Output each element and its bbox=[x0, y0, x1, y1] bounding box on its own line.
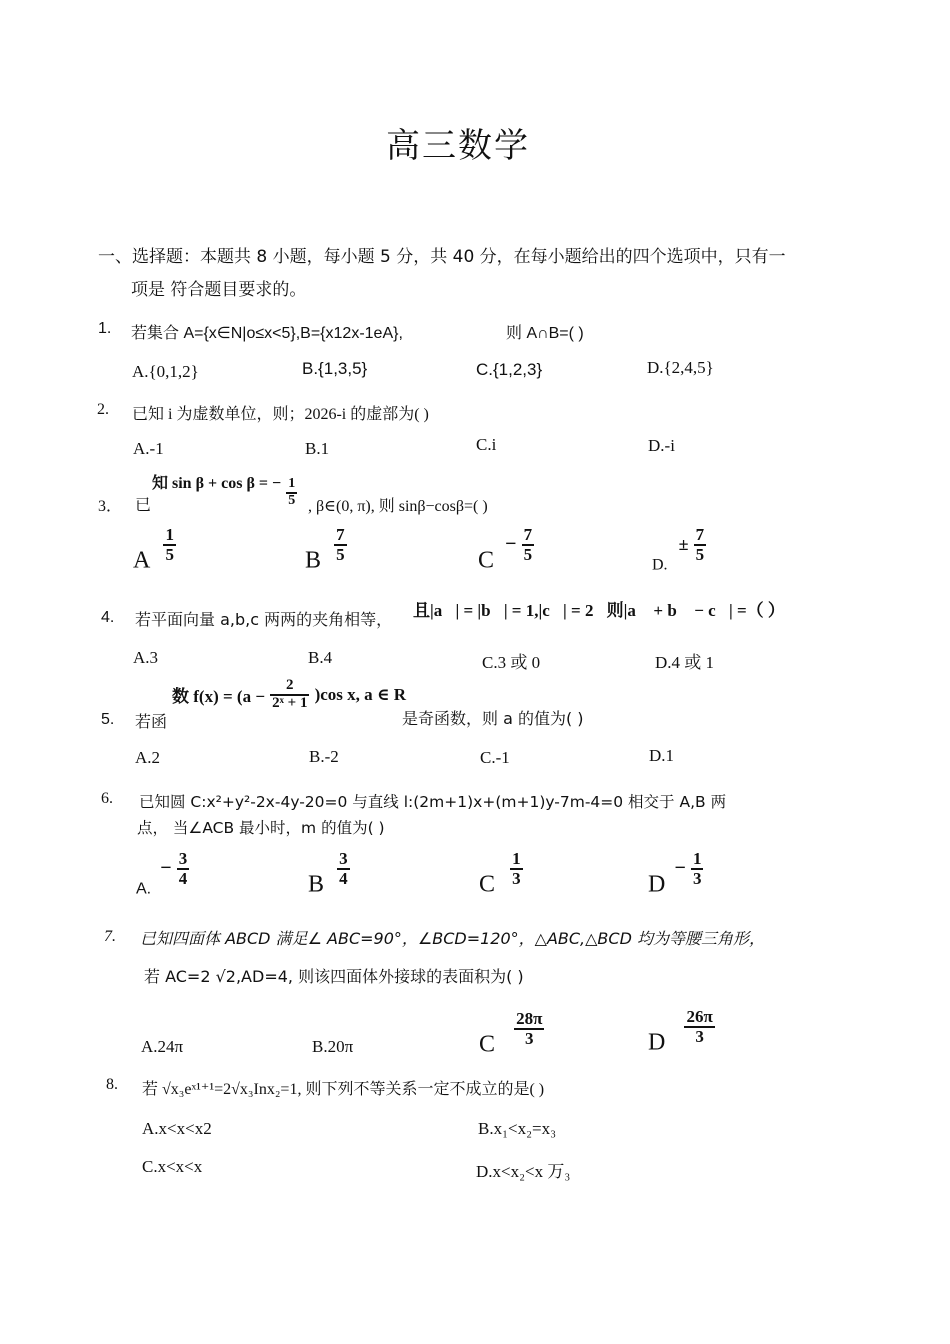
q3-option-d: D. ± $\frac{7}{5}$ bbox=[652, 525, 705, 574]
q6-option-b: B $\frac{3}{4}$ bbox=[308, 849, 348, 898]
q7-option-b: B.20π bbox=[312, 1037, 354, 1056]
q3-option-a: A $\frac{1}{5}$ bbox=[133, 525, 174, 574]
q8-option-b: B.x₁<x₂=x₃ bbox=[478, 1119, 557, 1138]
q2-stem: 已知 i 为虚数单位，则；2026-i 的虚部为( ) bbox=[132, 406, 429, 423]
q1-option-d: D.{2,4,5} bbox=[647, 358, 714, 377]
q3-formula: 知 sin β + cos β = − $\frac{1}{5}$ bbox=[152, 475, 296, 508]
q3-option-b: B $\frac{7}{5}$ bbox=[305, 525, 345, 574]
q4-stem: 若平面向量 a,b,c 两两的夹角相等， bbox=[135, 610, 393, 629]
q3-prefix: 已 bbox=[135, 495, 152, 514]
q5-option-b: B.-2 bbox=[309, 747, 339, 766]
q7-option-a: A.24π bbox=[141, 1037, 184, 1056]
page-title: 高三数学 bbox=[386, 126, 530, 166]
q8-option-d: D.x<x₂<x 万₃ bbox=[476, 1162, 571, 1181]
q6-number: 6. bbox=[101, 790, 113, 807]
q6-option-d: D − $\frac{1}{3}$ bbox=[648, 849, 702, 898]
q3-formula-fraction: $\frac{1}{5}$ bbox=[288, 476, 296, 508]
q5-prefix: 若函 bbox=[135, 712, 168, 731]
q4-option-c: C.3 或 0 bbox=[482, 653, 541, 672]
q1-option-b: B.{1,3,5} bbox=[302, 359, 368, 378]
q5-formula: 数 f(x) = (a − $\frac{2}{\text{2ˣ + 1}}$ )cos x, a ∈ R bbox=[172, 677, 406, 711]
q6-line2: 点， 当∠ACB 最小时，m 的值为( ) bbox=[137, 819, 385, 837]
q5-option-c: C.-1 bbox=[480, 748, 510, 767]
q1-ask: 则 A∩B=( ) bbox=[506, 325, 584, 342]
q8-number: 8. bbox=[106, 1076, 118, 1093]
q3-rest: , β∈(0, π), 则 sinβ−cosβ=( ) bbox=[308, 498, 488, 515]
q7-option-d: D $\frac{26\pi}{3}$ bbox=[648, 1007, 713, 1056]
section-heading-cont: 项是 符合题目要求的。 bbox=[131, 280, 307, 300]
section-heading: 一、选择题：本题共 8 小题，每小题 5 分，共 40 分，在每小题给出的四个选项中，只有一 bbox=[98, 247, 786, 267]
q2-option-b: B.1 bbox=[305, 439, 330, 458]
q8-option-a: A.x<x<x2 bbox=[142, 1119, 212, 1138]
q7-line2: 若 AC=2 √2,AD=4, 则该四面体外接球的表面积为( ) bbox=[144, 967, 524, 986]
q6-option-a: A. − $\frac{3}{4}$ bbox=[136, 849, 188, 898]
q5-rest: 是奇函数，则 a 的值为( ) bbox=[402, 709, 584, 728]
q1-number: 1. bbox=[98, 320, 112, 337]
q6-option-c: C $\frac{1}{3}$ bbox=[479, 849, 521, 898]
q4-option-d: D.4 或 1 bbox=[655, 653, 715, 672]
q2-option-c: C.i bbox=[476, 435, 497, 454]
q4-number: 4. bbox=[101, 609, 115, 626]
q3-number: 3． bbox=[98, 498, 123, 515]
q3-option-c: C − $\frac{7}{5}$ bbox=[478, 525, 533, 574]
q1-option-c: C.{1,2,3} bbox=[476, 360, 543, 379]
q7-line1: 已知四面体 ABCD 满足∠ ABC=90°，∠BCD=120°，△ABC,△BCD 均为等腰三角形， bbox=[140, 929, 765, 948]
q1-stem: 若集合 A={x∈N|o≤x<5},B={x12x-1eA}, bbox=[131, 325, 403, 342]
q4-option-a: A.3 bbox=[133, 648, 159, 667]
q5-option-d: D.1 bbox=[649, 746, 675, 765]
q7-option-c: C $\frac{28\pi}{3}$ bbox=[479, 1009, 543, 1058]
q1-option-a: A.{0,1,2} bbox=[132, 362, 199, 381]
q4-formula: 且|a⃗| = |b⃗| = 1,|c⃗| = 2，则|a⃗ + b⃗ − c⃗| =（ ） bbox=[413, 601, 785, 620]
q4-option-b: B.4 bbox=[308, 648, 333, 667]
q8-option-c: C.x<x<x bbox=[142, 1157, 203, 1176]
q8-stem: 若 √x₃eˣ¹⁺¹=2√x₃Inx₂=1, 则下列不等关系一定不成立的是( ) bbox=[142, 1081, 545, 1098]
q6-line1: 已知圆 C:x²+y²-2x-4y-20=0 与直线 l:(2m+1)x+(m+1)y-7m-4=0 相交于 A,B 两 bbox=[139, 793, 727, 811]
q5-option-a: A.2 bbox=[135, 748, 161, 767]
q5-number: 5. bbox=[101, 711, 115, 728]
q2-option-a: A.-1 bbox=[133, 439, 164, 458]
q2-number: 2. bbox=[97, 401, 109, 418]
q7-number: 7. bbox=[104, 928, 116, 945]
q2-option-d: D.-i bbox=[648, 436, 675, 455]
